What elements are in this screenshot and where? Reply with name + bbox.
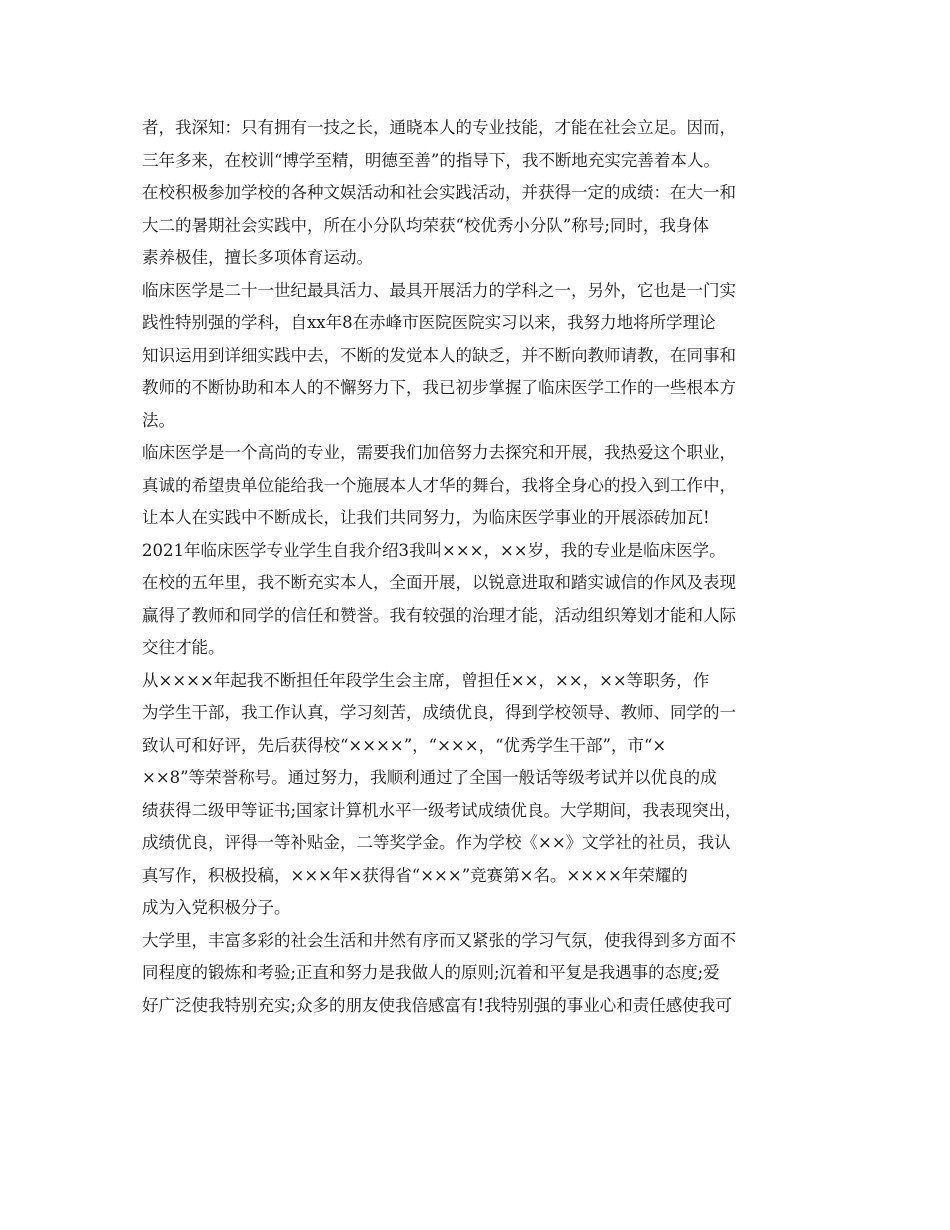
text-line-16: 赢得了教师和同学的信任和赞誉。我有较强的治理才能，活动组织筹划才能和人际 [142,605,736,625]
text-line-17: 交往才能。 [142,638,225,657]
text-line-8: 知识运用到详细实践中去，不断的发觉本人的缺乏，并不断向教师请教，在同事和 [142,345,736,365]
text-line-18: 从××××年起我不断担任年段学生会主席，曾担任××，××，××等职务，作 [142,670,710,690]
text-line-9: 教师的不断协助和本人的不懈努力下，我已初步掌握了临床医学工作的一些根本方 [142,378,736,397]
text-line-19: 为学生干部，我工作认真，学习刻苦，成绩优良，得到学校领导、教师、同学的一 [142,703,736,722]
text-line-12: 真诚的希望贵单位能给我一个施展本人才华的舞台，我将全身心的投入到工作中， [142,475,736,495]
text-line-2: 三年多来，在校训“博学至精，明德至善”的指导下，我不断地充实完善着本人。 [142,150,720,170]
text-line-7: 践性特别强的学科，自xx年8在赤峰市医院医院实习以来，我努力地将所学理论 [142,313,716,332]
text-line-1: 者，我深知：只有拥有一技之长，通晓本人的专业技能，才能在社会立足。因而， [142,118,736,137]
text-line-23: 成绩优良，评得一等补贴金，二等奖学金。作为学校《××》文学社的社员，我认 [142,833,731,852]
text-line-24: 真写作，积极投稿，×××年×获得省“×××”竞赛第×名。××××年荣耀的 [142,865,688,885]
text-line-6: 临床医学是二十一世纪最具活力、最具开展活力的学科之一，另外，它也是一门实 [142,280,736,300]
document-body [142,112,822,1022]
text-line-21: ××8”等荣誉称号。通过努力，我顺利通过了全国一般话等级考试并以优良的成 [142,768,717,787]
text-line-28: 好广泛使我特别充实;众多的朋友使我倍感富有!我特别强的事业心和责任感使我可 [142,995,732,1015]
text-line-13: 让本人在实践中不断成长，让我们共同努力，为临床医学事业的开展添砖加瓦! [142,508,710,527]
text-line-15: 在校的五年里，我不断充实本人，全面开展，以锐意进取和踏实诚信的作风及表现 [142,573,736,592]
text-line-25: 成为入党积极分子。 [142,898,291,917]
text-line-10: 法。 [142,410,175,430]
text-line-4: 大二的暑期社会实践中，所在小分队均荣获“校优秀小分队”称号;同时，我身体 [142,215,709,235]
text-line-11: 临床医学是一个高尚的专业，需要我们加倍努力去探究和开展，我热爱这个职业， [142,443,736,462]
text-line-27: 同程度的锻炼和考验;正直和努力是我做人的原则;沉着和平复是我遇事的态度;爱 [142,963,720,982]
text-line-5: 素养极佳，擅长多项体育运动。 [142,248,373,267]
text-line-26: 大学里，丰富多彩的社会生活和井然有序而又紧张的学习气氛，使我得到多方面不 [142,930,736,950]
text-line-3: 在校积极参加学校的各种文娱活动和社会实践活动，并获得一定的成绩：在大一和 [142,183,736,202]
text-line-14: 2021年临床医学专业学生自我介绍3我叫×××，××岁，我的专业是临床医学。 [142,540,726,560]
text-line-20: 致认可和好评，先后获得校“××××”，“×××，“优秀学生干部”，市“× [142,735,667,755]
text-line-22: 绩获得二级甲等证书;国家计算机水平一级考试成绩优良。大学期间，我表现突出， [142,800,742,820]
